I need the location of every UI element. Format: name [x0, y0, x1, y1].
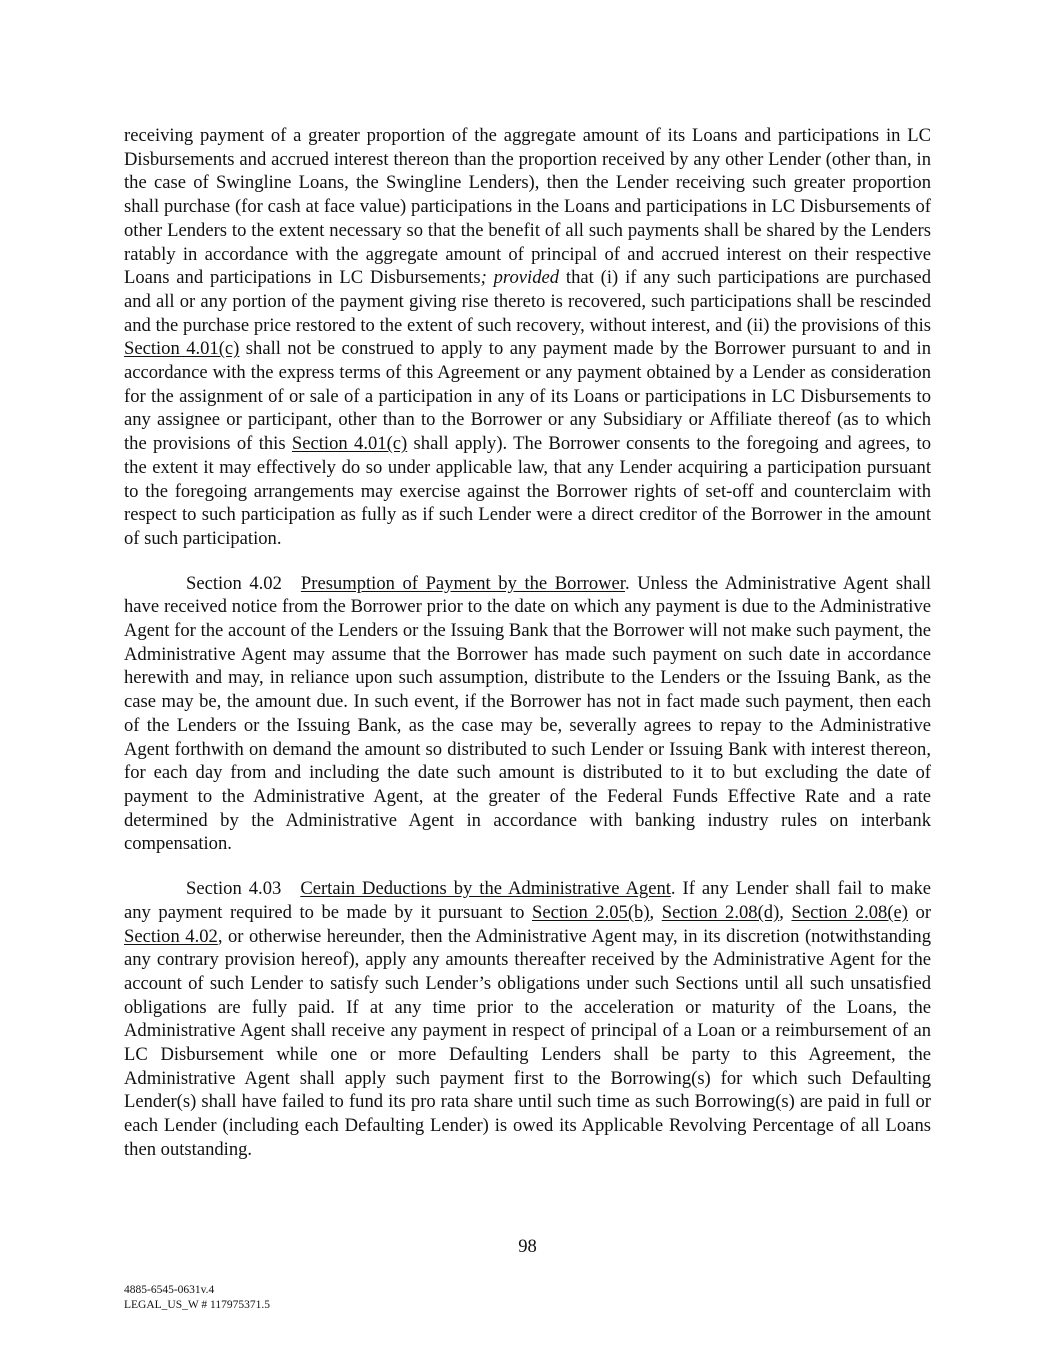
document-body	[124, 124, 931, 1162]
separator-text: ,	[649, 901, 662, 923]
footer-document-ids	[124, 1283, 270, 1313]
continued-paragraph	[124, 124, 931, 551]
section-number: Section 4.03	[186, 878, 282, 900]
provided-italic-term: ; provided	[480, 267, 560, 289]
section-heading: Certain Deductions by the Administrative Agent	[300, 878, 671, 900]
separator-text: ,	[779, 901, 792, 923]
section-4-02-paragraph	[124, 572, 931, 856]
section-4-03-paragraph	[124, 877, 931, 1161]
paragraph-text: that (i) if any such participations are purchased and all or any portion of the payment giving rise thereto is recovered, such participations shall be rescinded and the purchase price restored to the extent of such recovery, without interest, and (ii) the provisions of this	[124, 267, 931, 336]
paragraph-text: shall not be construed to apply to any payment made by the Borrower pursuant to and in accordance with the express terms of this Agreement or any payment obtained by a Lender as consideration for the assignment of or sale of a participation in any of its Loans or participations in LC Disbursements to any assignee or participant, other than to the Borrower or any Subsidiary or Affiliate thereof (as to which the provisions of this	[124, 338, 931, 455]
cross-reference-section-2-05b: Section 2.05(b)	[531, 901, 650, 923]
cross-reference-section-4-01c: Section 4.01(c)	[124, 338, 240, 360]
paragraph-text: receiving payment of a greater proportion of the aggregate amount of its Loans and participations in LC Disbursements and accrued interest thereon than the proportion received by any other Lender (other than, in the case of Swingline Loans, the Swingline Lenders), then the Lender receiving such greater proportion shall purchase (for cash at face value) participations in the Loans and participations in LC Disbursements of other Lenders to the extent necessary so that the benefit of all such payments shall be shared by the Lenders ratably in accordance with the aggregate amount of principal of and accrued interest on their respective Loans and participations in LC Disbursements	[124, 125, 931, 289]
separator-text: or	[907, 901, 932, 923]
page-number: 98	[518, 1236, 537, 1257]
paragraph-text: . Unless the Administrative Agent shall have received notice from the Borrower prior to the date on which any payment is due to the Administrative Agent for the account of the Lenders or the Issuing Bank that the Borrower will not make such payment, the Administrative Agent may assume that the Borrower has made such payment on such date in accordance herewith and may, in reliance upon such assumption, distribute to the Lenders or the Issuing Bank, as the case may be, the amount due. In such event, if the Borrower has not in fact made such payment, then each of the Lenders or the Issuing Bank, as the case may be, severally agrees to repay to the Administrative Agent forthwith on demand the amount so distributed to such Lender or Issuing Bank with interest thereon, for each day from and including the date such amount is distributed to it to but excluding the date of payment to the Administrative Agent, at the greater of the Federal Funds Effective Rate and a rate determined by the Administrative Agent in accordance with banking industry rules on interbank compensation.	[124, 572, 931, 855]
paragraph-text: shall apply). The Borrower consents to the foregoing and agrees, to the extent it may effectively do so under applicable law, that any Lender acquiring a participation pursuant to the foregoing arrangements may exercise against the Borrower rights of set-off and counterclaim with respect to such participation as fully as if such Lender were a direct creditor of the Borrower in the amount of such participation.	[124, 433, 931, 549]
cross-reference-section-2-08d: Section 2.08(d)	[661, 901, 780, 923]
footer-doc-id: 4885-6545-0631v.4	[124, 1284, 215, 1296]
paragraph-text: . If any Lender shall fail to make any payment required to be made by it pursuant to	[124, 878, 931, 923]
footer-doc-id: LEGAL_US_W # 117975371.5	[124, 1299, 270, 1311]
cross-reference-section-2-08e: Section 2.08(e)	[791, 901, 908, 923]
cross-reference-section-4-01c: Section 4.01(c)	[291, 433, 408, 455]
paragraph-text: , or otherwise hereunder, then the Administrative Agent may, in its discretion (notwithstanding any contrary provision hereof), apply any amounts thereafter received by the Administrative Agent for the account of such Lender to satisfy such Lender’s obligations under such Sections until all such unsatisfied obligations are fully paid. If at any time prior to the acceleration or maturity of the Loans, the Administrative Agent shall receive any payment in respect of principal of a Loan or a reimbursement of an LC Disbursement while one or more Defaulting Lenders shall be party to this Agreement, the Administrative Agent shall apply such payment first to the Borrowing(s) for which such Defaulting Lender(s) shall have failed to fund its pro rata share until such time as such Borrowing(s) are paid in full or each Lender (including each Defaulting Lender) is owed its Applicable Revolving Percentage of all Loans then outstanding.	[124, 925, 932, 1160]
section-number: Section 4.02	[186, 572, 282, 594]
section-heading: Presumption of Payment by the Borrower	[300, 572, 625, 594]
cross-reference-section-4-02: Section 4.02	[124, 925, 218, 947]
